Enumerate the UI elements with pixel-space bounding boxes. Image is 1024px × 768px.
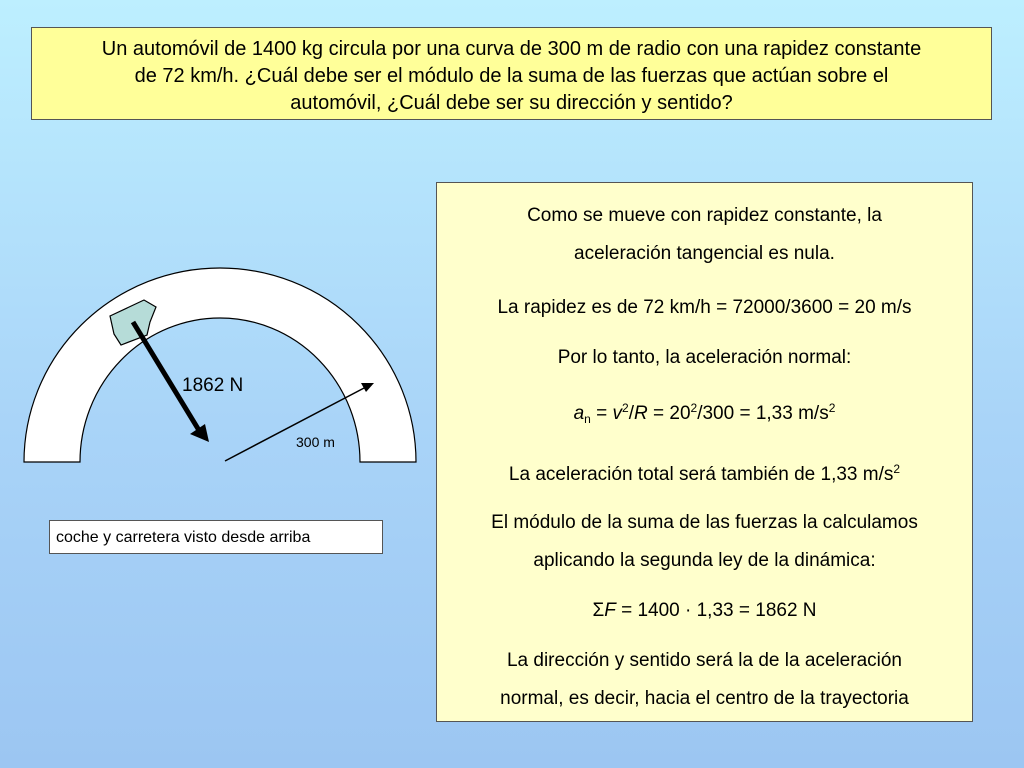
solution-p2: La rapidez es de 72 km/h = 72000/3600 = 20 m/s	[497, 297, 912, 318]
question-line-2: de 72 km/h. ¿Cuál debe ser el módulo de la suma de las fuerzas que actúan sobre el	[134, 65, 889, 87]
radius-label: 300 m	[296, 434, 335, 450]
solution-p6-line2: normal, es decir, hacia el centro de la trayectoria	[500, 688, 909, 709]
solution-p4: La aceleración total será también de 1,33 $m/s^2$	[508, 462, 901, 485]
diagram-caption: coche y carretera visto desde arriba	[49, 520, 383, 554]
question-box	[31, 27, 992, 120]
solution-p5-line1: El módulo de la suma de las fuerzas la calculamos	[491, 512, 918, 533]
road-diagram	[0, 250, 430, 480]
equation-normal-acceleration: $a_n = v^2/R = 20^2/300 = 1,33$ $m/s^2$	[573, 401, 836, 426]
force-label: 1862 N	[182, 375, 244, 396]
solution-p5-line2: aplicando la segunda ley de la dinámica:	[533, 550, 876, 571]
solution-p1-line1: Como se mueve con rapidez constante, la	[527, 205, 882, 226]
road-curve	[24, 268, 416, 462]
solution-p6-line1: La dirección y sentido será la de la aceleración	[506, 650, 902, 671]
solution-box	[436, 182, 973, 722]
equation-net-force: ΣF = 1400 · 1,33 = 1862 N	[592, 600, 817, 621]
solution-p3: Por lo tanto, la aceleración normal:	[557, 347, 852, 368]
question-line-1: Un automóvil de 1400 kg circula por una curva de 300 m de radio con una rapidez constante	[101, 38, 922, 60]
question-line-3: automóvil, ¿Cuál debe ser su dirección y sentido?	[290, 92, 733, 114]
solution-p1-line2: aceleración tangencial es nula.	[574, 243, 835, 264]
